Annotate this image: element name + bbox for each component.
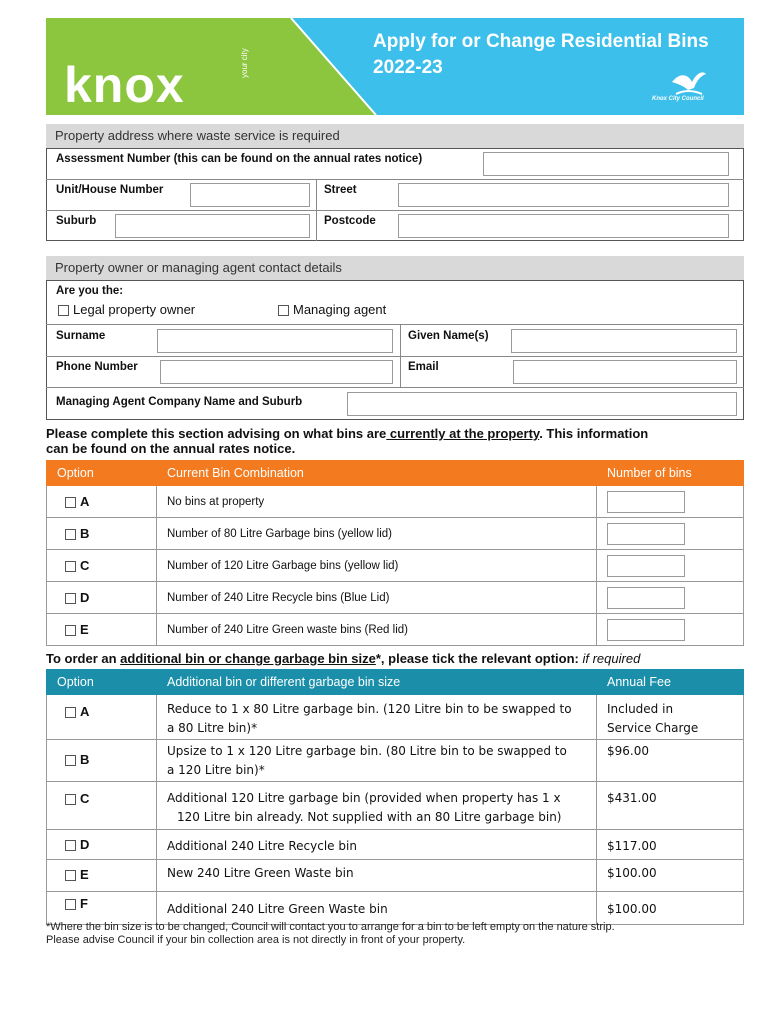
option-letter: E	[80, 867, 89, 882]
option-letter: B	[80, 752, 90, 767]
col-number: Number of bins	[597, 461, 744, 486]
option-checkbox[interactable]	[65, 625, 76, 636]
additional-bins-instruction: To order an additional bin or change garbage bin size*, please tick the relevant option: if required	[46, 651, 641, 666]
divider	[46, 210, 744, 211]
option-description: Upsize to 1 x 120 Litre garbage bin. (80 Litre bin to be swapped to a 120 Litre bin)*	[157, 740, 597, 782]
option-letter: D	[80, 837, 90, 852]
annual-fee: Included in Service Charge	[597, 695, 744, 740]
option-checkbox[interactable]	[65, 870, 76, 881]
suburb-input[interactable]	[115, 214, 310, 238]
are-you-label: Are you the:	[56, 285, 124, 297]
knox-logo: knox	[64, 57, 185, 113]
current-bins-instruction: Please complete this section advising on what bins are currently at the property. This information can be found on the annual rates notice.	[46, 426, 649, 456]
company-input[interactable]	[347, 392, 737, 416]
number-of-bins-input[interactable]	[607, 491, 685, 513]
annual-fee: $100.00	[597, 892, 744, 925]
option-checkbox[interactable]	[65, 899, 76, 910]
owner-section-heading: Property owner or managing agent contact details	[46, 256, 744, 280]
email-label: Email	[408, 361, 439, 373]
number-of-bins-input[interactable]	[607, 587, 685, 609]
table-row	[47, 518, 744, 550]
table-row	[47, 582, 744, 614]
legal-owner-option[interactable]	[58, 302, 195, 317]
assessment-number-label: Assessment Number (this can be found on the annual rates notice)	[56, 153, 423, 165]
option-checkbox[interactable]	[65, 840, 76, 851]
option-letter: A	[80, 704, 90, 719]
annual-fee: $100.00	[597, 860, 744, 892]
number-of-bins-input[interactable]	[607, 523, 685, 545]
surname-label: Surname	[56, 330, 106, 342]
option-checkbox[interactable]	[65, 561, 76, 572]
managing-agent-label: Managing agent	[293, 302, 387, 317]
table-row	[47, 782, 744, 830]
managing-agent-option[interactable]	[278, 302, 386, 317]
given-name-label: Given Name(s)	[408, 330, 489, 342]
divider	[46, 387, 744, 388]
table-row	[47, 550, 744, 582]
email-input[interactable]	[513, 360, 737, 384]
option-checkbox[interactable]	[65, 707, 76, 718]
bin-description: Number of 240 Litre Green waste bins (Red lid)	[157, 614, 597, 646]
number-of-bins-input[interactable]	[607, 619, 685, 641]
bin-description: Number of 80 Litre Garbage bins (yellow lid)	[157, 518, 597, 550]
phone-label: Phone Number	[56, 361, 138, 373]
option-letter: F	[80, 896, 88, 911]
option-letter: A	[80, 494, 90, 509]
annual-fee: $96.00	[597, 740, 744, 782]
table-row	[47, 860, 744, 892]
option-checkbox[interactable]	[65, 497, 76, 508]
option-letter: B	[80, 526, 90, 541]
surname-input[interactable]	[157, 329, 393, 353]
unit-number-label: Unit/House Number	[56, 184, 164, 196]
option-description: Additional 240 Litre Green Waste bin	[157, 892, 597, 925]
option-letter: E	[80, 622, 89, 637]
option-letter: C	[80, 791, 90, 806]
divider	[46, 324, 744, 325]
suburb-label: Suburb	[56, 215, 97, 227]
bin-description: Number of 240 Litre Recycle bins (Blue Lid)	[157, 582, 597, 614]
additional-bins-table	[46, 669, 744, 925]
logo-tagline: your city	[240, 48, 249, 78]
legal-owner-checkbox[interactable]	[58, 305, 69, 316]
managing-agent-checkbox[interactable]	[278, 305, 289, 316]
page-title: Apply for or Change Residential Bins 2022-23	[373, 31, 709, 78]
divider	[316, 179, 317, 241]
option-description: New 240 Litre Green Waste bin	[157, 860, 597, 892]
table-row	[47, 830, 744, 860]
col-option: Option	[47, 461, 157, 486]
annual-fee: $117.00	[597, 830, 744, 860]
option-checkbox[interactable]	[65, 755, 76, 766]
option-description: Additional 240 Litre Recycle bin	[157, 830, 597, 860]
postcode-input[interactable]	[398, 214, 729, 238]
table-row	[47, 740, 744, 782]
street-input[interactable]	[398, 183, 729, 207]
annual-fee: $431.00	[597, 782, 744, 830]
table-row	[47, 614, 744, 646]
council-name: Knox City Council	[652, 96, 704, 102]
property-section-heading: Property address where waste service is required	[46, 124, 744, 148]
assessment-number-input[interactable]	[483, 152, 729, 176]
option-letter: D	[80, 590, 90, 605]
option-checkbox[interactable]	[65, 593, 76, 604]
unit-number-input[interactable]	[190, 183, 310, 207]
option-checkbox[interactable]	[65, 529, 76, 540]
table-row	[47, 695, 744, 740]
given-name-input[interactable]	[511, 329, 737, 353]
table-row	[47, 486, 744, 518]
bin-description: No bins at property	[157, 486, 597, 518]
option-description: Reduce to 1 x 80 Litre garbage bin. (120 Litre bin to be swapped to a 80 Litre bin)*	[157, 695, 597, 740]
option-checkbox[interactable]	[65, 794, 76, 805]
col-annual-fee: Annual Fee	[597, 670, 744, 695]
col-description: Additional bin or different garbage bin size	[157, 670, 597, 695]
legal-owner-label: Legal property owner	[73, 302, 196, 317]
current-bins-table	[46, 460, 744, 646]
divider	[400, 324, 401, 387]
number-of-bins-input[interactable]	[607, 555, 685, 577]
company-label: Managing Agent Company Name and Suburb	[56, 396, 303, 408]
option-description: Additional 120 Litre garbage bin (provided when property has 1 x 120 Litre bin already. Not supplied with an 80 Litre garbage bin)	[157, 782, 597, 830]
divider	[46, 356, 744, 357]
table-row	[47, 892, 744, 925]
col-combination: Current Bin Combination	[157, 461, 597, 486]
option-letter: C	[80, 558, 90, 573]
phone-input[interactable]	[160, 360, 393, 384]
footnote: *Where the bin size is to be changed, Council will contact you to arrange for a bin to be left empty on the nature strip. Please advise Council if your bin collection area is not directly in front of your property.	[46, 921, 615, 946]
divider	[46, 179, 744, 180]
street-label: Street	[324, 184, 357, 196]
col-option: Option	[47, 670, 157, 695]
bin-description: Number of 120 Litre Garbage bins (yellow lid)	[157, 550, 597, 582]
postcode-label: Postcode	[324, 215, 376, 227]
